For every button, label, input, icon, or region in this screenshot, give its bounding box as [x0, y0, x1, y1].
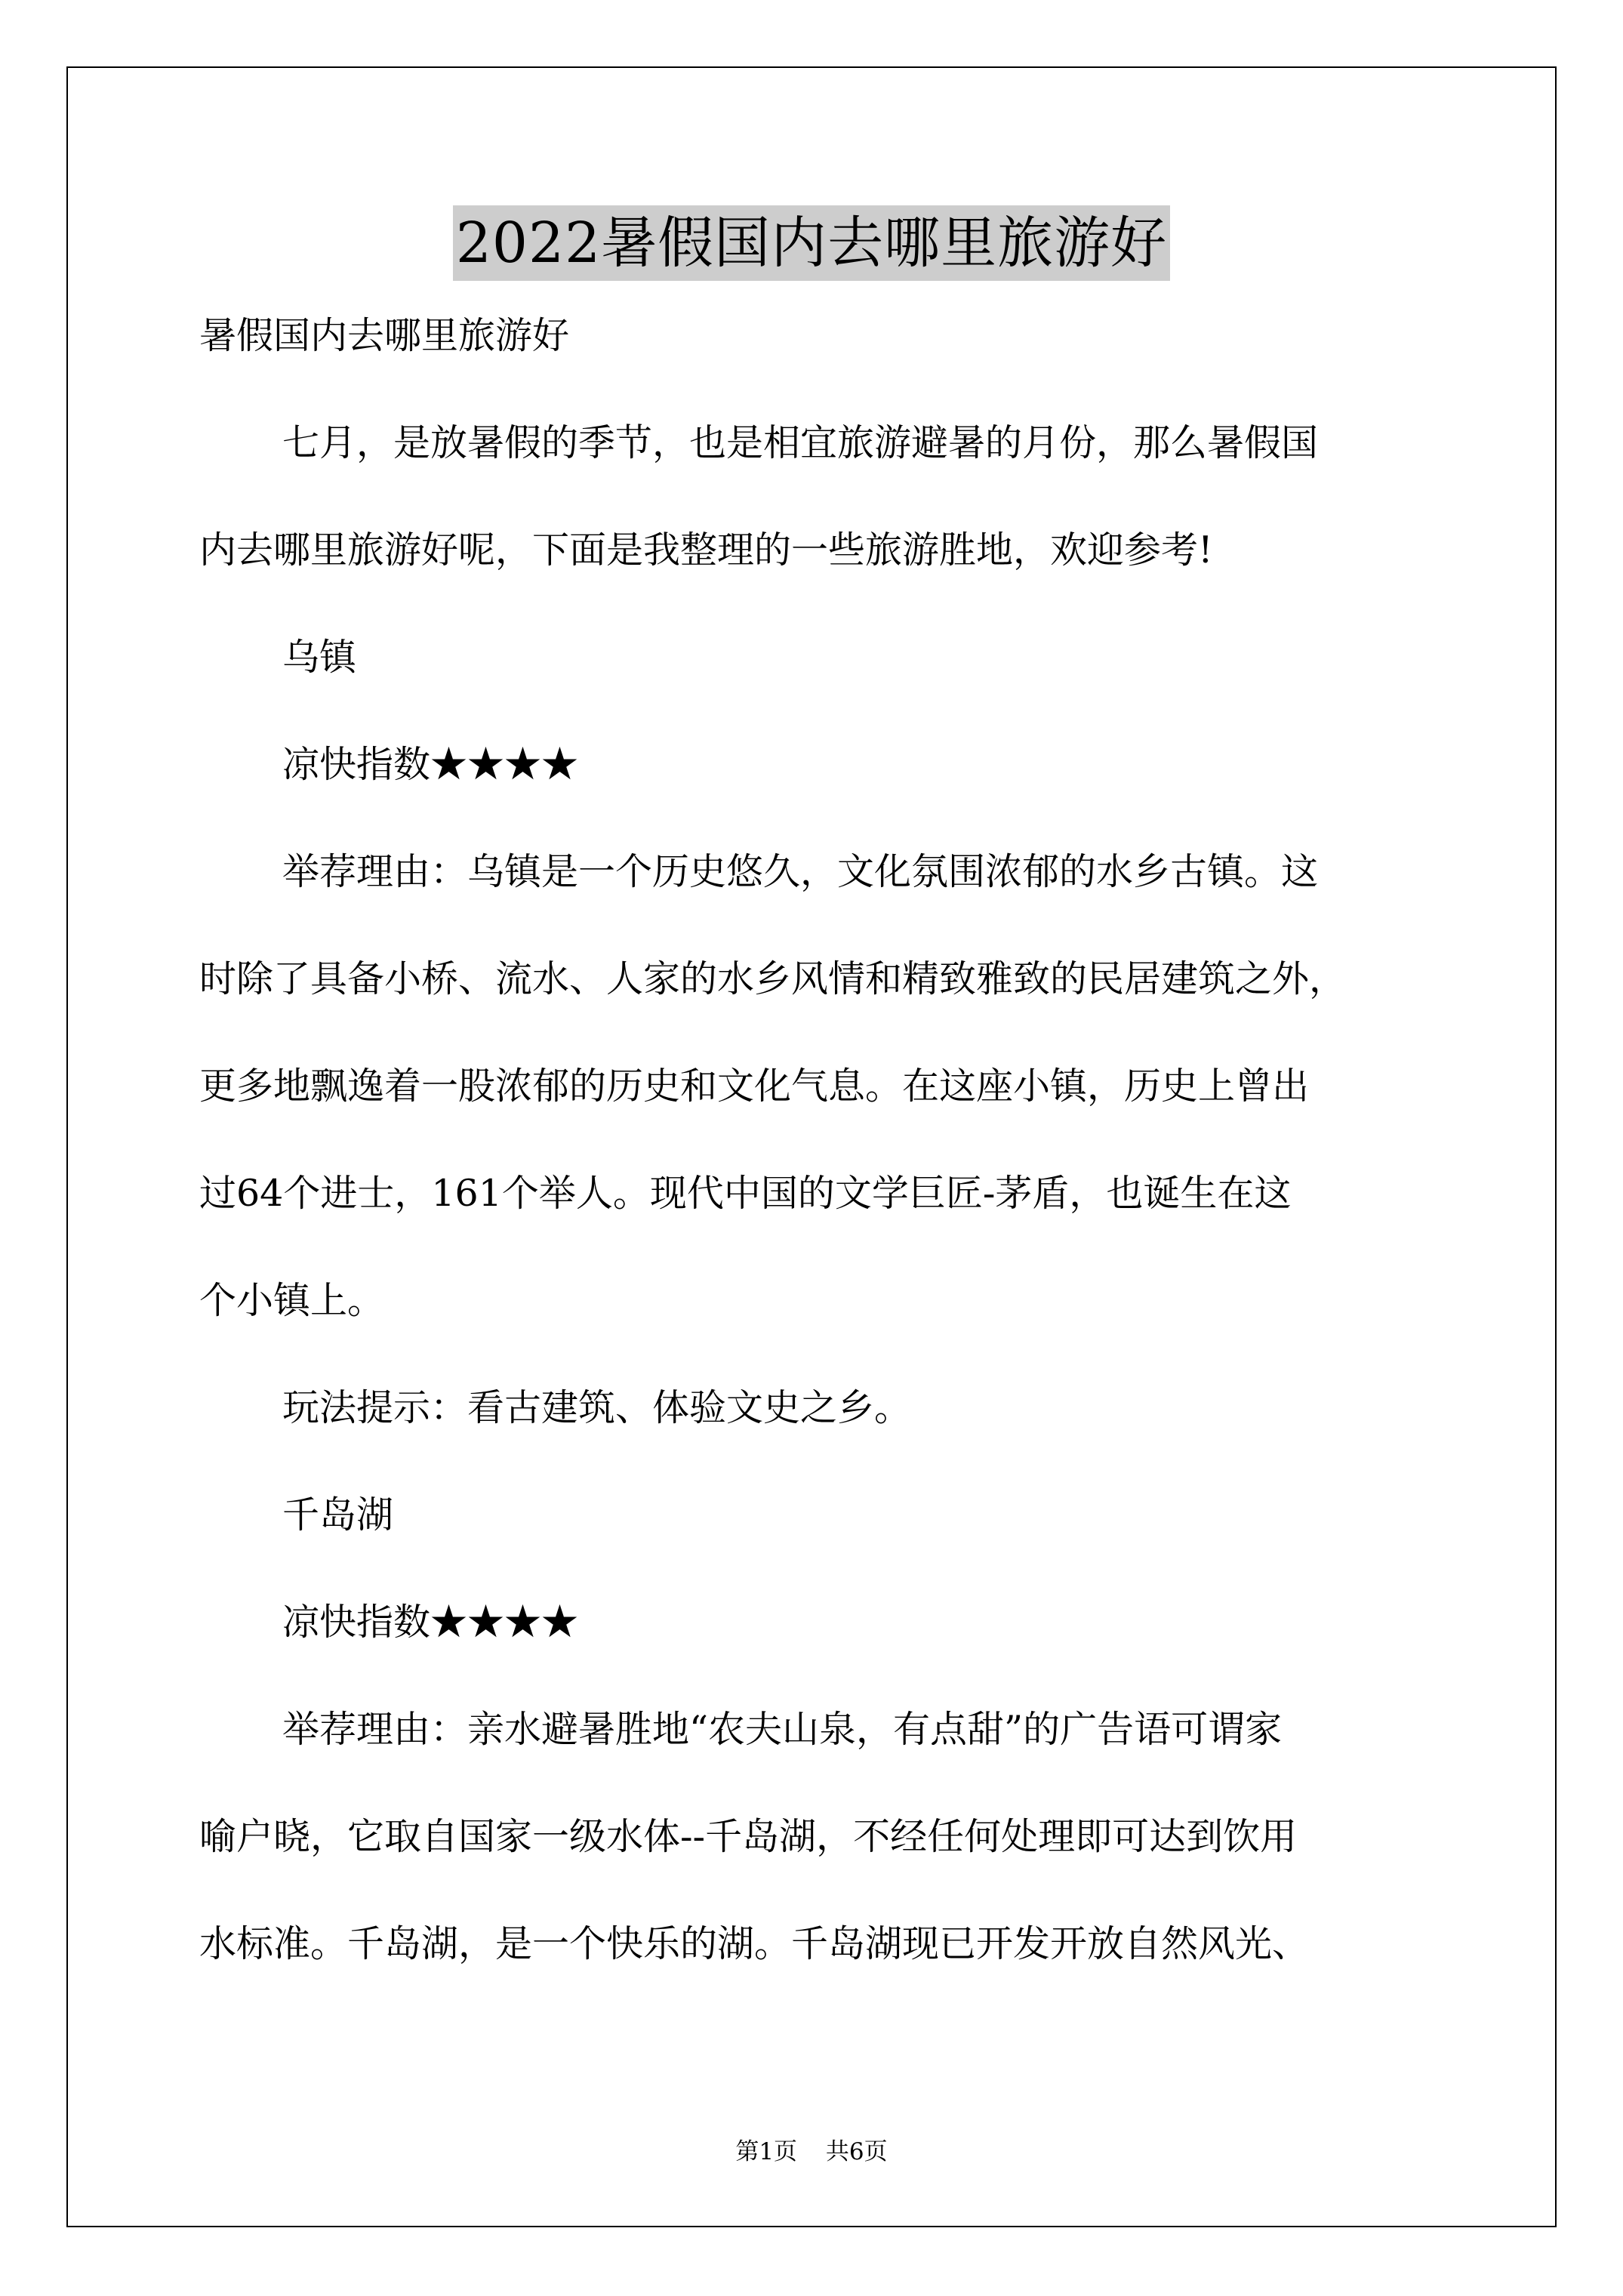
section-heading-qiandaohu: 千岛湖	[282, 1493, 394, 1536]
document-title: 2022暑假国内去哪里旅游好	[453, 205, 1170, 281]
section-heading-wuzhen: 乌镇	[282, 636, 357, 679]
paragraph-line: 七月，是放暑假的季节，也是相宜旅游避暑的月份，那么暑假国	[282, 421, 1319, 464]
page-footer	[0, 2137, 1623, 2167]
paragraph-line: 个小镇上。	[199, 1279, 385, 1322]
cool-index-line: 凉快指数★★★★	[282, 1601, 579, 1644]
paragraph-line: 水标准。千岛湖，是一个快乐的湖。千岛湖现已开发开放自然风光、	[199, 1922, 1310, 1965]
page-border	[66, 66, 1557, 2227]
paragraph-line: 过64个进士，161个举人。现代中国的文学巨匠-茅盾，也诞生在这	[199, 1172, 1292, 1215]
paragraph-line: 喻户晓，它取自国家一级水体--千岛湖，不经任何处理即可达到饮用	[199, 1815, 1298, 1858]
subtitle-line: 暑假国内去哪里旅游好	[199, 314, 570, 357]
cool-index-line: 凉快指数★★★★	[282, 743, 579, 786]
title-block	[0, 205, 1623, 281]
tips-line: 玩法提示：看古建筑、体验文史之乡。	[282, 1386, 912, 1429]
paragraph-line: 内去哪里旅游好呢，下面是我整理的一些旅游胜地，欢迎参考!	[199, 529, 1213, 572]
paragraph-line: 举荐理由：乌镇是一个历史悠久，文化氛围浓郁的水乡古镇。这	[282, 850, 1319, 893]
paragraph-line: 更多地飘逸着一股浓郁的历史和文化气息。在这座小镇，历史上曾出	[199, 1065, 1310, 1108]
paragraph-line: 举荐理由：亲水避暑胜地“农夫山泉，有点甜”的广告语可谓家	[282, 1708, 1283, 1751]
paragraph-line: 时除了具备小桥、流水、人家的水乡风情和精致雅致的民居建筑之外，	[199, 957, 1347, 1000]
page-number: 第1页	[735, 2138, 798, 2165]
page-total: 共6页	[825, 2138, 888, 2165]
